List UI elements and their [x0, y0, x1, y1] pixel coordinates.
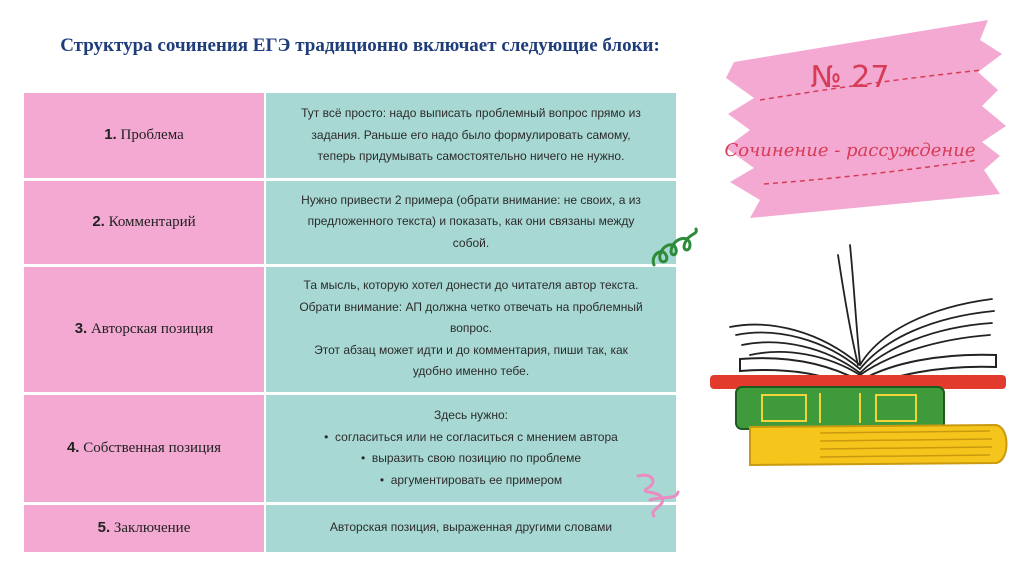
row-number: 3. — [74, 320, 88, 337]
table-row — [24, 265, 676, 393]
bullet-dot: • — [324, 429, 329, 444]
row-label-cell — [24, 93, 265, 179]
row-description: Нужно привести 2 примера (обрати внимание: не своих, а из предложенного текста) и показать, как они связаны между собой. — [265, 179, 676, 265]
row-label-cell — [24, 179, 265, 265]
row-label-cell — [24, 265, 265, 393]
description-intro: Здесь нужно: — [434, 408, 508, 422]
books-illustration-icon — [700, 235, 1020, 475]
row-label-cell — [24, 393, 265, 503]
page-title: Структура сочинения ЕГЭ традиционно включает следующие блоки: — [60, 35, 660, 56]
table-row — [24, 503, 676, 553]
task-subtitle: Сочинение - рассуждение — [724, 140, 976, 161]
table-row — [24, 93, 676, 179]
row-number: 4. — [66, 439, 80, 456]
bullet-dot: • — [379, 472, 385, 487]
table-row — [24, 179, 676, 265]
bullet-item — [294, 470, 648, 492]
row-label: Собственная позиция — [83, 440, 222, 456]
row-description: Тут всё просто: надо выписать проблемный вопрос прямо из задания. Раньше его надо было формулировать самому, теперь придумывать самостоятельно ничего не нужно. — [265, 93, 676, 179]
banner-background — [720, 10, 1010, 220]
row-label: Проблема — [120, 127, 184, 144]
pink-swirl-icon — [628, 470, 684, 520]
row-number: 5. — [97, 519, 111, 536]
table-row — [24, 393, 676, 503]
row-number: 1. — [104, 126, 117, 144]
bullet-item — [294, 448, 648, 470]
description-line: Та мысль, которую хотел донести до читателя автор текста. — [303, 278, 639, 293]
row-description — [265, 265, 676, 393]
task-number: № 27 — [810, 60, 890, 95]
row-label: Заключение — [113, 520, 191, 536]
row-description: Авторская позиция, выраженная другими словами — [265, 503, 676, 553]
row-number: 2. — [92, 213, 105, 230]
row-label: Комментарий — [108, 214, 196, 230]
bullet-item — [294, 427, 648, 449]
row-label: Авторская позиция — [90, 321, 214, 337]
description-line: Этот абзац может идти и до комментария, пиши так, как удобно именно тебе. — [314, 342, 628, 379]
description-line: Обрати внимание: АП должна четко отвечать на проблемный вопрос. — [299, 299, 643, 336]
bullet-text: согласиться или не согласиться с мнением автора — [335, 429, 618, 444]
row-label-cell — [24, 503, 265, 553]
essay-structure-table — [24, 93, 676, 555]
row-description — [265, 393, 676, 503]
bullet-text: выразить свою позицию по проблеме — [371, 451, 582, 465]
bullet-text: аргументировать ее примером — [390, 472, 563, 487]
green-swirl-icon — [648, 225, 700, 275]
bullet-dot: • — [360, 451, 366, 465]
